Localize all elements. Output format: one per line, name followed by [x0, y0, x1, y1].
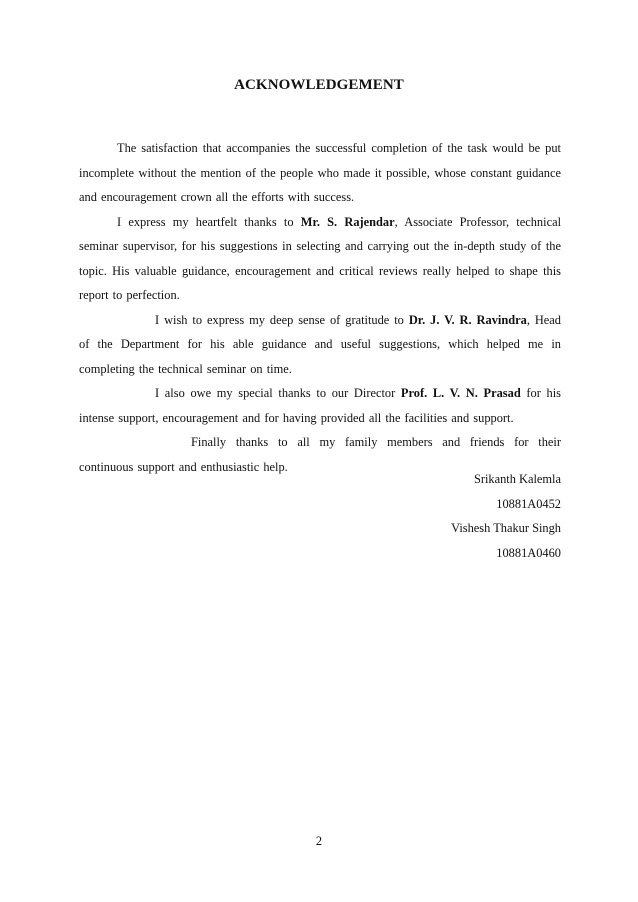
- paragraph-director-thanks: [79, 381, 561, 430]
- page-title: ACKNOWLEDGEMENT: [234, 77, 404, 93]
- paragraph-text: I also owe my special thanks to our Director: [155, 386, 401, 400]
- paragraph-text: I wish to express my deep sense of gratitude to: [155, 312, 409, 327]
- supervisor-name: Mr. S. Rajendar: [300, 214, 395, 229]
- hod-name: Dr. J. V. R. Ravindra: [408, 312, 527, 327]
- author-roll-1: 10881A0452: [496, 496, 561, 511]
- paragraph-satisfaction: [79, 136, 561, 210]
- paragraph-hod-thanks: [79, 308, 561, 382]
- director-name: Prof. L. V. N. Prasad: [400, 386, 521, 400]
- author-name-2: Vishesh Thakur Singh: [451, 521, 561, 535]
- author-roll-2: 10881A0460: [496, 545, 561, 560]
- paragraph-text: The satisfaction that accompanies the successful completion of the task would be put incomplete without the mention of the people who made it possible, whose constant guidance and encouragement crown all the efforts with success.: [79, 141, 561, 204]
- paragraph-text: , Head of the Department for his able guidance and useful suggestions, which helped me in completing the technical seminar on time.: [79, 312, 561, 376]
- signature-block: [451, 467, 561, 565]
- paragraph-text: Finally thanks to all my family members and friends for their continuous support and enthusiastic help.: [79, 435, 561, 474]
- paragraph-text: I express my heartfelt thanks to: [117, 214, 301, 229]
- acknowledgement-body: [79, 136, 561, 479]
- author-name-1: Srikanth Kalemla: [473, 472, 561, 486]
- paragraph-supervisor-thanks: [79, 210, 561, 308]
- page-number: 2: [315, 834, 323, 848]
- paragraph-text: , Associate Professor, technical seminar supervisor, for his suggestions in selecting and carrying out the in-depth study of the topic. His valuable guidance, encouragement and critical reviews really helped to shape this report to perfection.: [79, 214, 562, 302]
- paragraph-text: for his intense support, encouragement and for having provided all the facilities and support.: [79, 386, 561, 425]
